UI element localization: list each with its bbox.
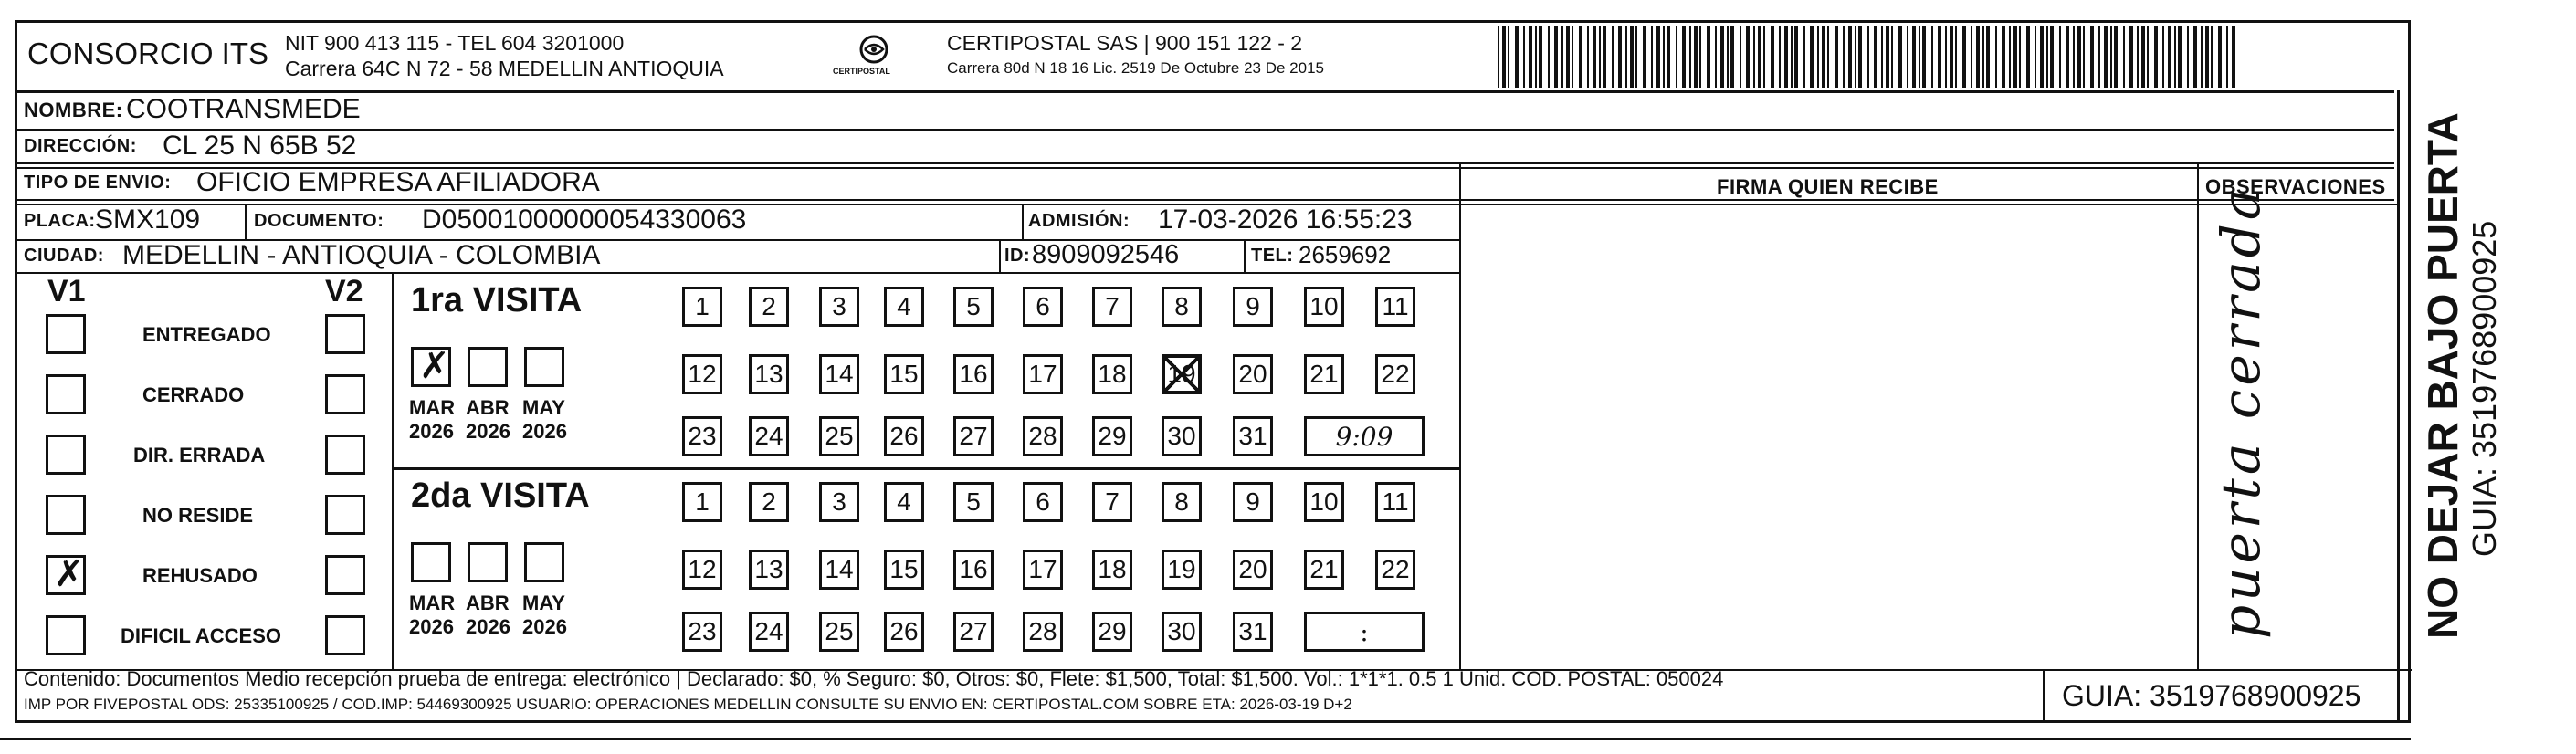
visit-title: 1ra VISITA xyxy=(411,281,583,319)
day-box[interactable]: 4 xyxy=(884,287,924,327)
side-guia: GUIA: 3519768900925 xyxy=(2466,220,2503,557)
tel-value: 2659692 xyxy=(1299,241,1392,268)
day-box[interactable]: 21 xyxy=(1304,354,1344,394)
month-label: MAY xyxy=(522,592,565,614)
day-box[interactable]: 12 xyxy=(682,550,722,590)
day-box[interactable]: 10 xyxy=(1304,287,1344,327)
id-label: ID: xyxy=(1004,246,1031,266)
month-label: MAR xyxy=(409,592,456,614)
day-box[interactable]: 15 xyxy=(884,550,924,590)
v1-checkbox[interactable] xyxy=(46,615,86,655)
day-box[interactable]: 28 xyxy=(1023,416,1063,456)
day-box[interactable]: 20 xyxy=(1233,550,1273,590)
day-box[interactable]: 19 xyxy=(1162,550,1202,590)
day-box[interactable]: 17 xyxy=(1023,550,1063,590)
day-box[interactable]: 17 xyxy=(1023,354,1063,394)
v2-checkbox[interactable] xyxy=(325,314,365,354)
day-box[interactable]: 25 xyxy=(819,612,859,652)
day-box[interactable]: 11 xyxy=(1375,482,1415,522)
check-mark-icon: ✗ xyxy=(54,553,85,595)
month-checkbox[interactable] xyxy=(524,542,564,582)
observaciones-handwritten: puerta cerrada xyxy=(2210,184,2272,639)
day-box[interactable]: 16 xyxy=(953,354,994,394)
v1-checkbox[interactable] xyxy=(46,374,86,414)
v1-checkbox[interactable] xyxy=(46,555,86,595)
month-checkbox[interactable] xyxy=(411,542,451,582)
day-box[interactable]: 21 xyxy=(1304,550,1344,590)
v2-checkbox[interactable] xyxy=(325,495,365,535)
day-box[interactable]: 16 xyxy=(953,550,994,590)
month-checkbox[interactable] xyxy=(468,542,508,582)
day-box[interactable]: 13 xyxy=(749,354,789,394)
v2-checkbox[interactable] xyxy=(325,374,365,414)
day-box[interactable]: 24 xyxy=(749,416,789,456)
side-column-border xyxy=(2397,90,2400,720)
v2-label: V2 xyxy=(325,274,363,309)
month-checkbox[interactable] xyxy=(411,347,451,387)
certipostal-logo-icon xyxy=(856,33,892,69)
day-box[interactable]: 27 xyxy=(953,612,994,652)
day-box[interactable]: 7 xyxy=(1092,482,1132,522)
day-box[interactable]: 12 xyxy=(682,354,722,394)
day-box[interactable]: 22 xyxy=(1375,550,1415,590)
barcode xyxy=(1498,26,2237,88)
day-box[interactable]: 5 xyxy=(953,287,994,327)
ciudad-label: CIUDAD: xyxy=(24,246,104,266)
status-label: CERRADO xyxy=(142,383,245,406)
direccion-value: CL 25 N 65B 52 xyxy=(163,131,357,161)
day-box[interactable]: 31 xyxy=(1233,612,1273,652)
day-box[interactable]: 20 xyxy=(1233,354,1273,394)
month-checkbox[interactable] xyxy=(468,347,508,387)
company-name: CONSORCIO ITS xyxy=(27,37,269,70)
day-box[interactable]: 23 xyxy=(682,612,722,652)
header-divider xyxy=(16,90,2394,93)
month-checkbox[interactable] xyxy=(524,347,564,387)
direccion-label: DIRECCIÓN: xyxy=(24,136,137,156)
nombre-label: NOMBRE: xyxy=(24,99,123,121)
day-box[interactable]: 23 xyxy=(682,416,722,456)
year-label: 2026 xyxy=(522,615,567,638)
day-box[interactable]: 9 xyxy=(1233,482,1273,522)
v1-checkbox[interactable] xyxy=(46,435,86,475)
month-label: MAY xyxy=(522,396,565,419)
day-box[interactable]: 6 xyxy=(1023,482,1063,522)
day-box[interactable]: 22 xyxy=(1375,354,1415,394)
day-box[interactable]: 4 xyxy=(884,482,924,522)
nombre-value: COOTRANSMEDE xyxy=(126,94,361,124)
year-label: 2026 xyxy=(409,615,454,638)
day-box[interactable]: 3 xyxy=(819,287,859,327)
v1-label: V1 xyxy=(47,274,86,309)
logo-caption: CERTIPOSTAL xyxy=(833,67,890,76)
time-field[interactable]: 9:09 xyxy=(1304,416,1425,456)
documento-label: DOCUMENTO: xyxy=(254,211,384,231)
admision-label: ADMISIÓN: xyxy=(1028,211,1130,231)
day-box[interactable]: 18 xyxy=(1092,550,1132,590)
tipo-envio-value: OFICIO EMPRESA AFILIADORA xyxy=(196,167,600,197)
day-box[interactable]: 28 xyxy=(1023,612,1063,652)
company-address: Carrera 64C N 72 - 58 MEDELLIN ANTIOQUIA xyxy=(285,57,724,80)
year-label: 2026 xyxy=(466,615,510,638)
day-box[interactable]: 29 xyxy=(1092,416,1132,456)
day-box[interactable]: 30 xyxy=(1162,416,1202,456)
day-box[interactable]: 29 xyxy=(1092,612,1132,652)
day-box[interactable]: 6 xyxy=(1023,287,1063,327)
day-box[interactable]: 1 xyxy=(682,482,722,522)
day-box[interactable]: 2 xyxy=(749,287,789,327)
day-box[interactable]: 13 xyxy=(749,550,789,590)
status-label: DIR. ERRADA xyxy=(133,444,266,466)
check-mark-icon: ✗ xyxy=(419,345,450,387)
admision-value: 17-03-2026 16:55:23 xyxy=(1158,204,1413,235)
time-field[interactable]: : xyxy=(1304,612,1425,652)
status-label: REHUSADO xyxy=(142,564,258,587)
footer-contenido: Contenido: Documentos Medio recepción prueba de entrega: electrónico | Declarado: $0, % Seguro: $0, Otros: $0, Flete: $1,500, Total: $1,500. Vol.: 1*1*1. 0.5 1 Unid. COD. POSTAL: 050024 xyxy=(24,667,1724,690)
day-box[interactable]: 24 xyxy=(749,612,789,652)
status-label: NO RESIDE xyxy=(142,504,254,527)
day-box[interactable]: 27 xyxy=(953,416,994,456)
placa-value: SMX109 xyxy=(95,204,201,235)
day-box[interactable]: 19 xyxy=(1162,354,1202,394)
year-label: 2026 xyxy=(409,420,454,443)
month-label: ABR xyxy=(466,396,510,419)
documento-value: D05001000000054330063 xyxy=(422,204,747,235)
day-box[interactable]: 10 xyxy=(1304,482,1344,522)
day-box[interactable]: 11 xyxy=(1375,287,1415,327)
status-label: DIFICIL ACCESO xyxy=(121,624,282,647)
day-box[interactable]: 5 xyxy=(953,482,994,522)
day-box[interactable]: 7 xyxy=(1092,287,1132,327)
day-box[interactable]: 25 xyxy=(819,416,859,456)
carrier-name: CERTIPOSTAL SAS | 900 151 122 - 2 xyxy=(947,31,1303,55)
firma-header: FIRMA QUIEN RECIBE xyxy=(1717,175,1939,198)
carrier-address: Carrera 80d N 18 16 Lic. 2519 De Octubre 23 De 2015 xyxy=(947,59,1324,77)
month-label: ABR xyxy=(466,592,510,614)
day-box[interactable]: 3 xyxy=(819,482,859,522)
guide-frame xyxy=(15,20,2411,723)
day-box[interactable]: 1 xyxy=(682,287,722,327)
id-value: 8909092546 xyxy=(1032,240,1180,269)
year-label: 2026 xyxy=(466,420,510,443)
day-box[interactable]: 14 xyxy=(819,354,859,394)
day-box[interactable]: 31 xyxy=(1233,416,1273,456)
status-label: ENTREGADO xyxy=(142,323,271,346)
day-box[interactable]: 30 xyxy=(1162,612,1202,652)
footer-guia: GUIA: 3519768900925 xyxy=(2062,679,2361,712)
v1-checkbox[interactable] xyxy=(46,314,86,354)
day-box[interactable]: 8 xyxy=(1162,287,1202,327)
placa-label: PLACA: xyxy=(24,211,96,231)
day-box[interactable]: 8 xyxy=(1162,482,1202,522)
v2-checkbox[interactable] xyxy=(325,435,365,475)
tipo-envio-label: TIPO DE ENVIO: xyxy=(24,173,172,193)
ciudad-value: MEDELLIN - ANTIOQUIA - COLOMBIA xyxy=(122,240,601,270)
day-box[interactable]: 26 xyxy=(884,416,924,456)
company-nit: NIT 900 413 115 - TEL 604 3201000 xyxy=(285,31,625,55)
footer-imp: IMP POR FIVEPOSTAL ODS: 25335100925 / COD.IMP: 54469300925 USUARIO: OPERACIONES MEDELLIN CONSULTE SU ENVIO EN: CERTIPOSTAL.COM SOBRE ETA: 2026-03-19 D+2 xyxy=(24,696,1352,713)
day-box[interactable]: 14 xyxy=(819,550,859,590)
tel-label: TEL: xyxy=(1251,246,1294,266)
observaciones-header: OBSERVACIONES xyxy=(2205,175,2386,198)
day-box[interactable]: 2 xyxy=(749,482,789,522)
visit-title: 2da VISITA xyxy=(411,476,590,515)
side-instruction: NO DEJAR BAJO PUERTA xyxy=(2419,112,2466,639)
v2-checkbox[interactable] xyxy=(325,615,365,655)
v2-checkbox[interactable] xyxy=(325,555,365,595)
day-box[interactable]: 26 xyxy=(884,612,924,652)
year-label: 2026 xyxy=(522,420,567,443)
day-box[interactable]: 15 xyxy=(884,354,924,394)
v1-checkbox[interactable] xyxy=(46,495,86,535)
month-label: MAR xyxy=(409,396,456,419)
day-box[interactable]: 9 xyxy=(1233,287,1273,327)
day-box[interactable]: 18 xyxy=(1092,354,1132,394)
